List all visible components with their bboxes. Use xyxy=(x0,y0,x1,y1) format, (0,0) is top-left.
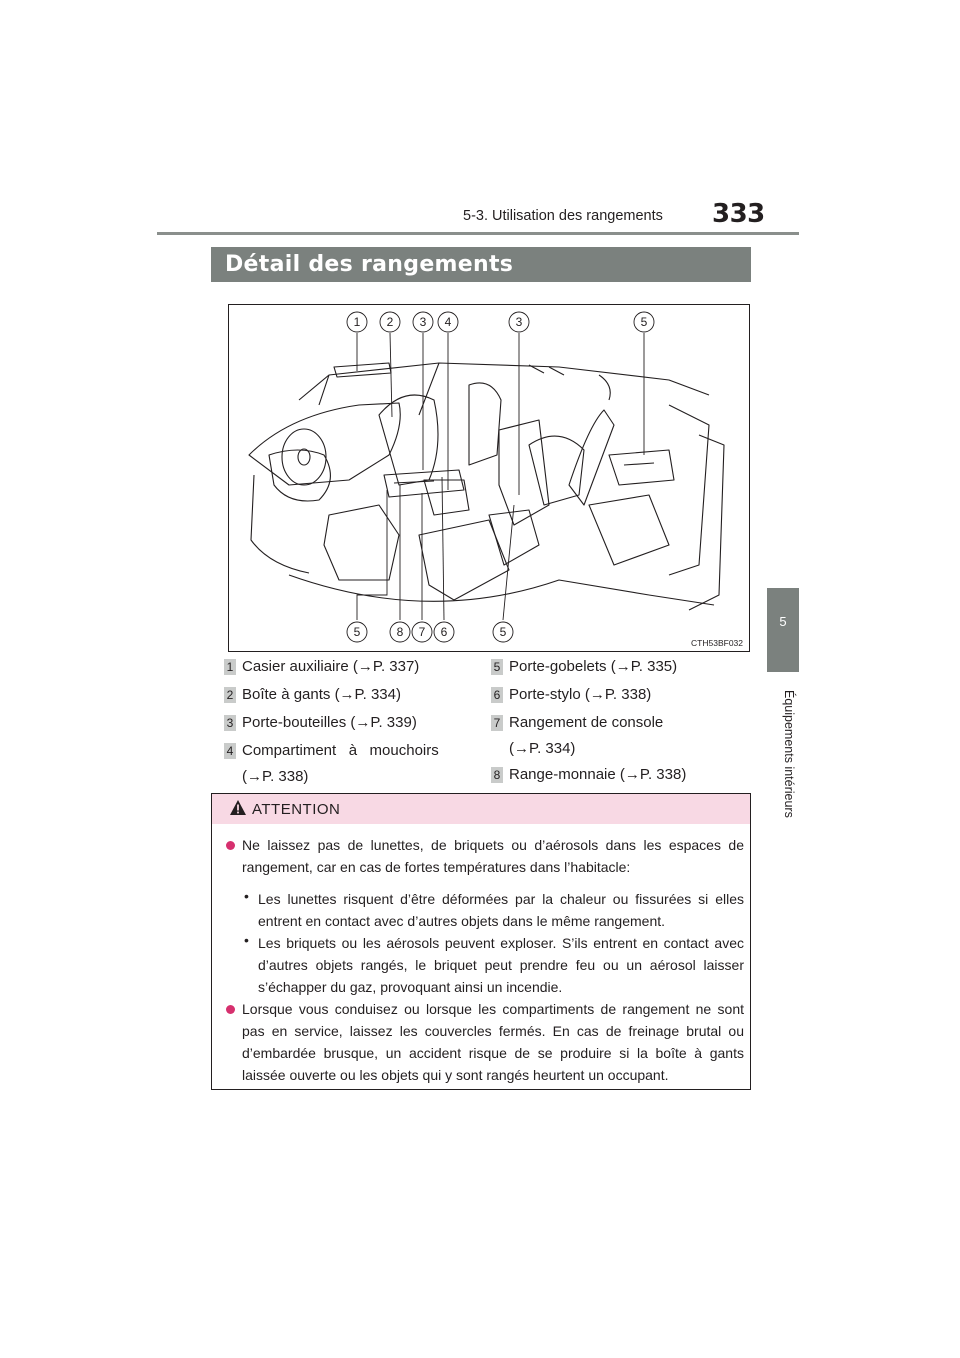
caution-title: ATTENTION xyxy=(252,801,341,818)
bottom-callouts xyxy=(347,622,513,642)
callout-label: 5 xyxy=(499,625,507,639)
caution-subitem: Les briquets ou les aérosols peuvent exploser. S’ils entrent en contact avec d’autres objets rangés, le briquet peut prendre feu ou un aérosol laisser s’échapper du gaz, provoquant ainsi un incendie. xyxy=(258,935,744,995)
legend-text-continued: (→P. 334) xyxy=(509,740,576,757)
callout-label: 1 xyxy=(353,315,361,329)
caution-item: Lorsque vous conduisez ou lorsque les compartiments de rangement ne sont pas en service, laissez les couvercles fermés. En cas de freinage brutal ou d’embardée brusque, un accident risque de se produire si la boîte à gants laissée ouverte ou les objets qui y sont rangés heurtent un occupant. xyxy=(242,1001,744,1083)
legend-text-continued: (→P. 338) xyxy=(242,768,309,785)
chapter-number: 5 xyxy=(779,614,787,629)
callout-label: 4 xyxy=(444,315,452,329)
legend-text: Porte-bouteilles (→P. 339) xyxy=(242,714,417,731)
callout-label: 8 xyxy=(396,625,404,639)
callout-label: 3 xyxy=(515,315,523,329)
legend-text: Compartiment à mouchoirs xyxy=(242,742,439,759)
legend-text: Rangement de console xyxy=(509,714,664,731)
callout-label: 3 xyxy=(419,315,427,329)
legend-number: 5 xyxy=(491,659,503,675)
sub-bullet-icon: • xyxy=(244,888,249,904)
caution-item: Ne laissez pas de lunettes, de briquets ou d’aérosols dans les espaces de rangement, car en cas de fortes températures dans l’habitacle: xyxy=(242,837,744,875)
legend-text: Boîte à gants (→P. 334) xyxy=(242,686,401,703)
legend-number: 6 xyxy=(491,687,503,703)
caution-header xyxy=(212,794,750,824)
legend-text: Casier auxiliaire (→P. 337) xyxy=(242,658,420,675)
callout-label: 5 xyxy=(640,315,648,329)
section-title: Détail des rangements xyxy=(225,252,514,277)
callout-label: 2 xyxy=(386,315,394,329)
chapter-title: Équipements intérieurs xyxy=(782,690,796,818)
legend-text: Porte-gobelets (→P. 335) xyxy=(509,658,678,675)
legend-number: 7 xyxy=(491,715,503,731)
bullet-icon xyxy=(226,1005,235,1014)
legend-text: Porte-stylo (→P. 338) xyxy=(509,686,652,703)
callout-label: 6 xyxy=(440,625,448,639)
caution-subitem: Les lunettes risquent d’être déformées par la chaleur ou fissurées si elles entrent en contact avec d’autres objets dans le même rangement. xyxy=(258,891,744,929)
legend-number: 3 xyxy=(224,715,236,731)
legend-number: 4 xyxy=(224,743,236,759)
figure-code: CTH53BF032 xyxy=(691,638,743,648)
sub-bullet-icon: • xyxy=(244,932,249,948)
section-title-bar xyxy=(211,247,751,282)
legend-text: Range-monnaie (→P. 338) xyxy=(509,766,687,783)
bullet-icon xyxy=(226,841,235,850)
callout-label: 5 xyxy=(353,625,361,639)
running-header-section: 5-3. Utilisation des rangements xyxy=(463,208,663,224)
page-number: 333 xyxy=(712,199,765,229)
car-interior-drawing xyxy=(229,305,749,651)
interior-illustration xyxy=(228,304,750,652)
legend-number: 1 xyxy=(224,659,236,675)
header-rule xyxy=(157,232,799,235)
legend-number: 8 xyxy=(491,767,503,783)
caution-box xyxy=(211,793,751,1090)
callout-label: 7 xyxy=(418,625,426,639)
warning-triangle-icon xyxy=(229,799,247,816)
chapter-tab xyxy=(767,588,799,672)
car-body-outline xyxy=(249,363,724,610)
legend-number: 2 xyxy=(224,687,236,703)
